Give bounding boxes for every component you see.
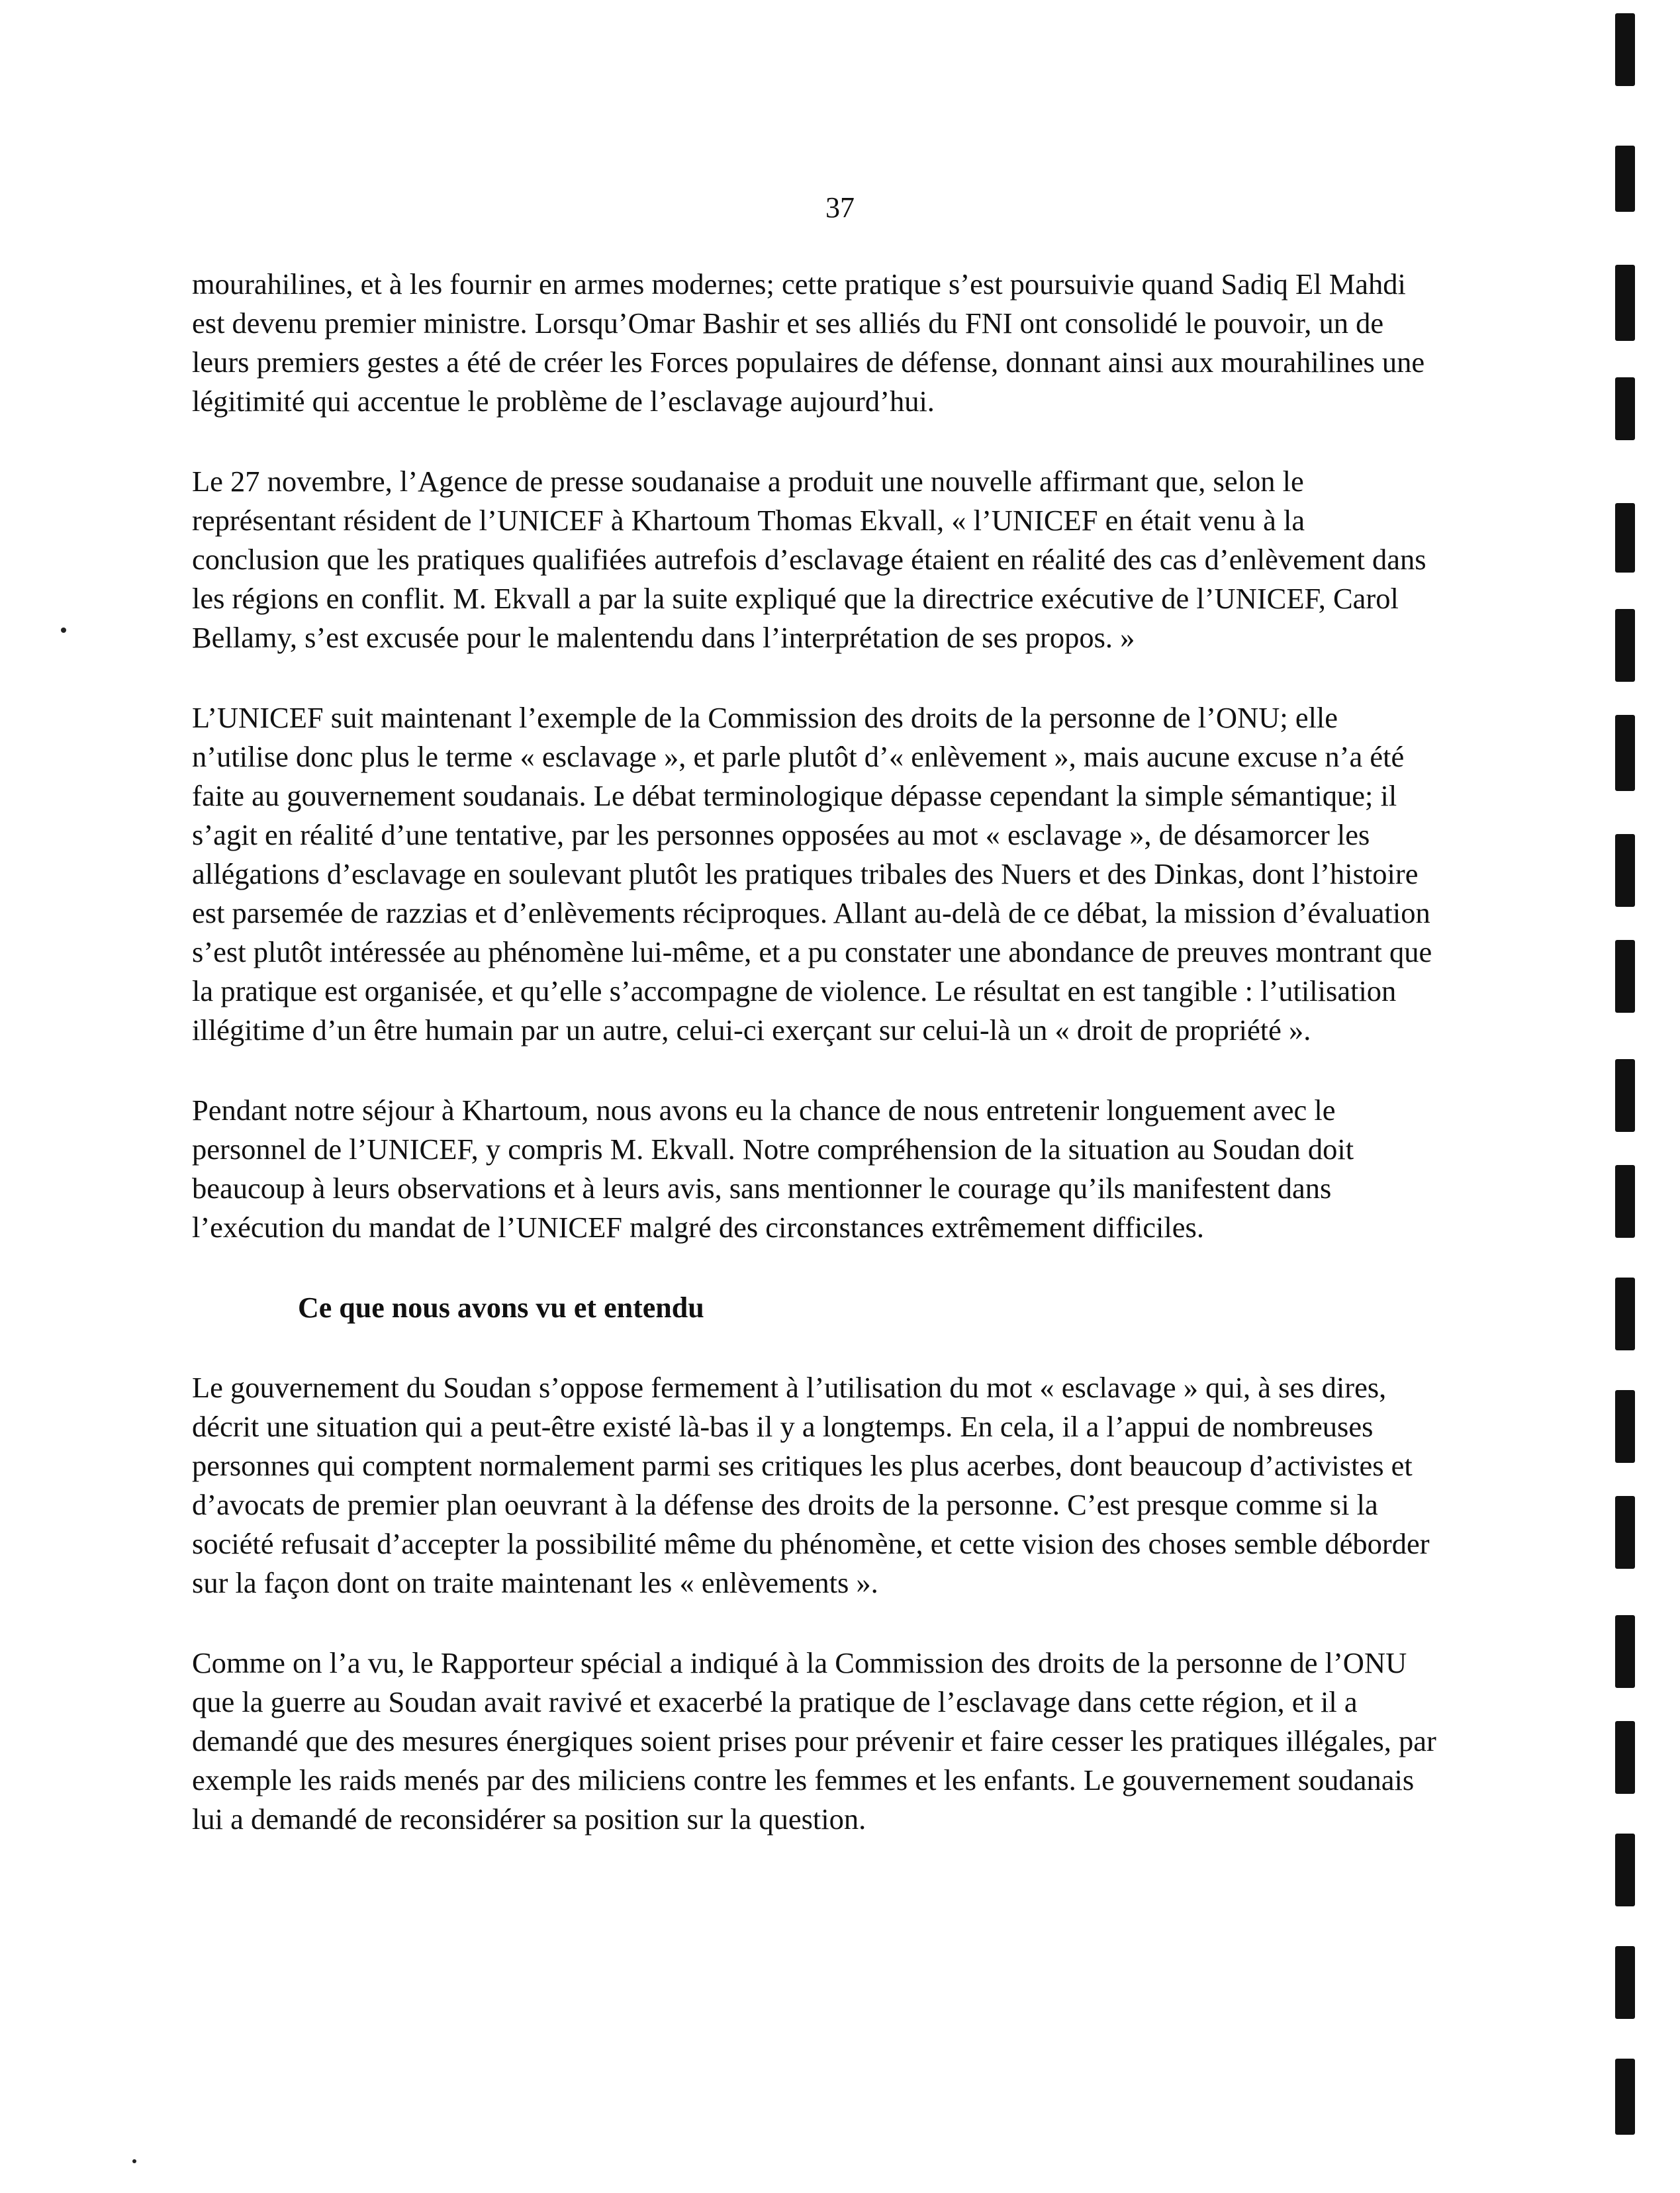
scan-mark <box>1615 1946 1635 2019</box>
paragraph-2: Le 27 novembre, l’Agence de presse soudanaise a produit une nouvelle affirmant que, selon le représentant résident de l’UNICEF à Khartoum Thomas Ekvall, « l’UNICEF en était venu à la conclusion que les pratiques qualifiées autrefois d’esclavage étaient en réalité des cas d’enlèvement dans les régions en conflit. M. Ekvall a par la suite expliqué que la directrice exécutive de l’UNICEF, Carol Bellamy, s’est excusée pour le malentendu dans l’interprétation de ses propos. » <box>192 465 1426 654</box>
paragraph-3: L’UNICEF suit maintenant l’exemple de la Commission des droits de la personne de l’ONU; elle n’utilise donc plus le terme « esclavage », et parle plutôt d’« enlèvement », mais aucune excuse n’a été faite au gouvernement soudanais. Le débat terminologique dépasse cependant la simple sémantique; il s’agit en réalité d’une tentative, par les personnes opposées au mot « esclavage », de désamorcer les allégations d’esclavage en soulevant plutôt les pratiques tribales des Nuers et des Dinkas, dont l’histoire est parsemée de razzias et d’enlèvements réciproques. Allant au-delà de ce débat, la mission d’évaluation s’est plutôt intéressée au phénomène lui-même, et a pu constater une abondance de preuves montrant que la pratique est organisée, et qu’elle s’accompagne de violence. Le résultat en est tangible : l’utilisation illégitime d’un être humain par un autre, celui-ci exerçant sur celui-là un « droit de propriété ». <box>192 701 1432 1047</box>
scan-speck <box>132 2159 136 2163</box>
scan-mark <box>1615 1496 1635 1569</box>
paragraph-6: Comme on l’a vu, le Rapporteur spécial a indiqué à la Commission des droits de la personne de l’ONU que la guerre au Soudan avait ravivé et exacerbé la pratique de l’esclavage dans cette région, et il a demandé que des mesures énergiques soient prises pour prévenir et faire cesser les pratiques illégales, par exemple les raids menés par des miliciens contre les femmes et les enfants. Le gouvernement soudanais lui a demandé de reconsidérer sa position sur la question. <box>192 1646 1436 1836</box>
scan-mark <box>1615 1615 1635 1688</box>
paragraph-4: Pendant notre séjour à Khartoum, nous avons eu la chance de nous entretenir longuement avec le personnel de l’UNICEF, y compris M. Ekvall. Notre compréhension de la situation au Soudan doit beaucoup à leurs observations et à leurs avis, sans mentionner le courage qu’ils manifestent dans l’exécution du mandat de l’UNICEF malgré des circonstances extrêmement difficiles. <box>192 1094 1354 1244</box>
paragraph-5: Le gouvernement du Soudan s’oppose fermement à l’utilisation du mot « esclavage » qui, à ses dires, décrit une situation qui a peut-être existé là-bas il y a longtemps. En cela, il a l’appui de nombreuses personnes qui comptent normalement parmi ses critiques les plus acerbes, dont beaucoup d’activistes et d’avocats de premier plan oeuvrant à la défense des droits de la personne. C’est presque comme si la société refusait d’accepter la possibilité même du phénomène, et cette vision des choses semble déborder sur la façon dont on traite maintenant les « enlèvements ». <box>192 1371 1430 1599</box>
scan-mark <box>1615 1834 1635 1906</box>
scan-mark <box>1615 715 1635 791</box>
scan-mark <box>1615 1278 1635 1350</box>
scan-mark <box>1615 13 1635 86</box>
scan-mark <box>1615 1059 1635 1132</box>
section-heading: Ce que nous avons vu et entendu <box>298 1291 704 1324</box>
scan-speck <box>61 628 66 633</box>
scan-mark <box>1615 1390 1635 1463</box>
scan-mark <box>1615 609 1635 682</box>
scan-mark <box>1615 146 1635 212</box>
page-number: 37 <box>825 191 855 224</box>
document-body <box>192 265 1436 1880</box>
scan-mark <box>1615 940 1635 1013</box>
scan-mark <box>1615 834 1635 907</box>
scan-mark <box>1615 2059 1635 2135</box>
scan-mark <box>1615 265 1635 341</box>
scan-mark <box>1615 503 1635 573</box>
scan-mark <box>1615 1165 1635 1238</box>
paragraph-1: mourahilines, et à les fournir en armes modernes; cette pratique s’est poursuivie quand Sadiq El Mahdi est devenu premier ministre. Lorsqu’Omar Bashir et ses alliés du FNI ont consolidé le pouvoir, un de leurs premiers gestes a été de créer les Forces populaires de défense, donnant ainsi aux mourahilines une légitimité qui accentue le problème de l’esclavage aujourd’hui. <box>192 267 1425 418</box>
scan-margin-marks <box>1615 0 1642 2193</box>
scan-mark <box>1615 377 1635 440</box>
scan-mark <box>1615 1721 1635 1794</box>
